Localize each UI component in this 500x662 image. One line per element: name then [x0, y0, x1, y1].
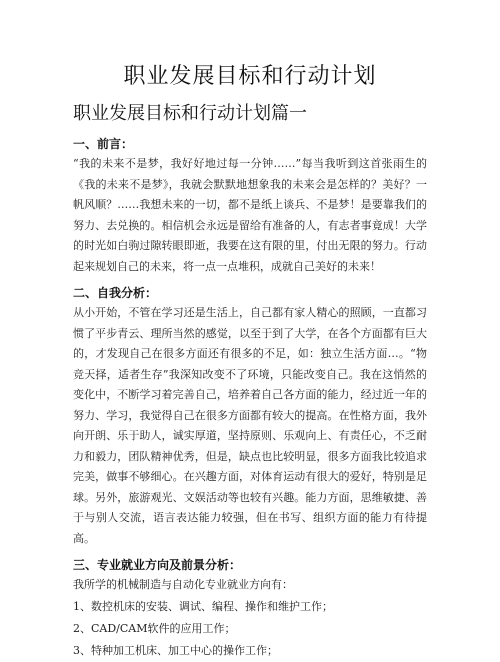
document-title: 职业发展目标和行动计划 [123, 64, 377, 89]
section-paragraph-career-direction: 我所学的机械制造与自动化专业就业方向有： [73, 578, 293, 591]
section-heading-self-analysis: 二、自我分析： [73, 286, 158, 300]
list-item: 2、CAD/CAM软件的应用工作； [73, 621, 236, 635]
list-item: 1、数控机床的安装、调试、编程、操作和维护工作； [73, 599, 333, 613]
list-item: 3、特种加工机床、加工中心的操作工作； [73, 643, 278, 657]
section-paragraph-preface: “我的未来不是梦，我好好地过每一分钟……”每当我听到这首张雨生的《我的未来不是梦》，我就会默默地想象我的未来会是怎样的？美好？一帆风顺？……我想未来的一切，都不是纸上谈兵、不是梦！是要靠我们的努力、去兑换的。相信机会永远是留给有准备的人，有志者事竟成！大学的时光如白驹过隙转眼即逝，我要在这有限的里，付出无限的努力。行动起来规划自己的未来，将一点一点堆积，成就自己美好的未来！ [73, 157, 427, 273]
document-subtitle: 职业发展目标和行动计划篇一 [73, 103, 307, 124]
section-heading-preface: 一、前言： [73, 137, 134, 151]
section-heading-career-direction: 三、专业就业方向及前景分析： [73, 558, 242, 572]
section-paragraph-self-analysis: 从小开始，不管在学习还是生活上，自己都有家人精心的照顾，一直都习惯了平步青云、理所当然的感觉，以至于到了大学，在各个方面都有巨大的，才发现自己在很多方面还有很多的不足，如：独立生活方面…。“物竞天择，适者生存”我深知改变不了环境，只能改变自己。我在这悄然的变化中，不断学习着完善自己，培养着自己各方面的能力，经过近一年的努力、学习，我觉得自己在很多方面都有较大的提高。在性格方面，我外向开朗、乐于助人，诚实厚道，坚持原则、乐观向上、有责任心，不乏耐力和毅力，团队精神优秀，但是，缺点也比较明显，很多方面我比较追求完美，做事不够细心。在兴趣方面，对体育运动有很大的爱好，特别是足球。另外，旅游观光、文娱活动等也较有兴趣。能力方面，思维敏捷、善于与别人交流，语言表达能力较强，但在书写、组织方面的能力有待提高。 [73, 306, 427, 545]
